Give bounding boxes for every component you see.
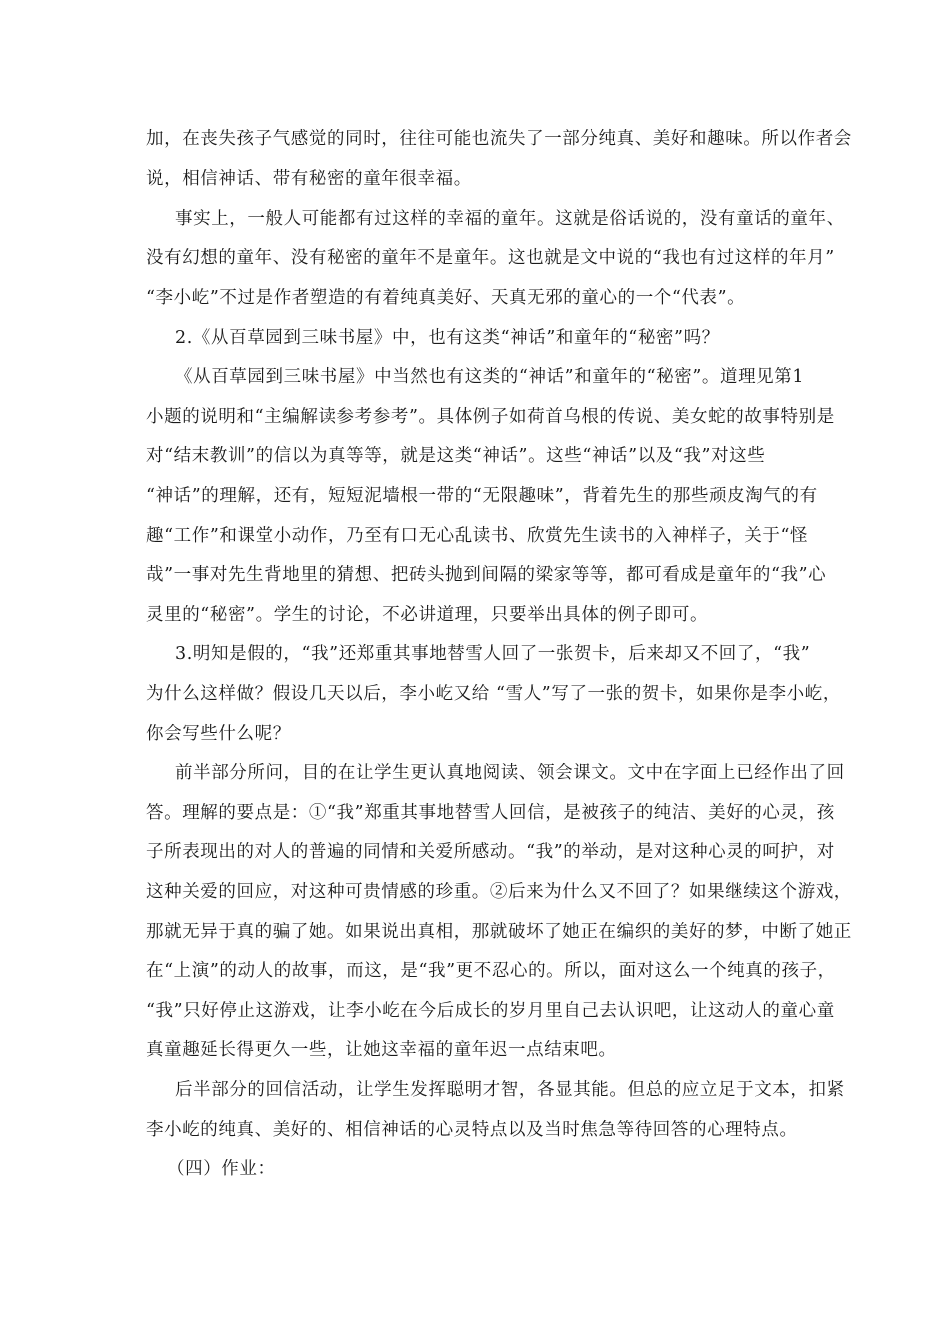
paragraph-line: 李小屹的纯真、美好的、相信神话的心灵特点以及当时焦急等待回答的心理特点。	[146, 1120, 798, 1140]
paragraph-line: 你会写些什么呢？	[146, 724, 291, 744]
paragraph-line: 加，在丧失孩子气感觉的同时，往往可能也流失了一部分纯真、美好和趣味。所以作者会	[146, 129, 852, 149]
paragraph-line: 灵里的“秘密”。学生的讨论，不必讲道理，只要举出具体的例子即可。	[146, 605, 709, 625]
paragraph-line: 《从百草园到三味书屋》中当然也有这类的“神话”和童年的“秘密”。道理见第1	[175, 367, 805, 387]
question-heading: 2.《从百草园到三味书屋》中，也有这类“神话”和童年的“秘密”吗？	[175, 328, 720, 348]
paragraph-line: 子所表现出的对人的普遍的同情和关爱所感动。“我”的举动，是对这种心灵的呵护，对	[146, 842, 835, 862]
paragraph-line: 为什么这样做？假设几天以后，李小屹又给 “雪人”写了一张的贺卡，如果你是李小屹，	[146, 684, 841, 704]
paragraph-line: 真童趣延长得更久一些，让她这幸福的童年迟一点结束吧。	[146, 1040, 617, 1060]
paragraph-line: “神话”的理解，还有，短短泥墙根一带的“无限趣味”，背着先生的那些顽皮淘气的有	[146, 486, 818, 506]
paragraph-line: 趣“工作”和课堂小动作，乃至有口无心乱读书、欣赏先生读书的入神样子，关于“怪	[146, 526, 809, 546]
question-heading: 3.明知是假的，“我”还郑重其事地替雪人回了一张贺卡，后来却又不回了，“我”	[175, 644, 811, 664]
paragraph-line: “李小屹”不过是作者塑造的有着纯真美好、天真无邪的童心的一个“代表”。	[146, 288, 746, 308]
paragraph-line: 后半部分的回信活动，让学生发挥聪明才智，各显其能。但总的应立足于文本，扣紧	[175, 1080, 845, 1100]
paragraph-line: 答。理解的要点是：①“我”郑重其事地替雪人回信，是被孩子的纯洁、美好的心灵，孩	[146, 803, 835, 823]
paragraph-line: 哉”一事对先生背地里的猜想、把砖头抛到间隔的梁家等等，都可看成是童年的“我”心	[146, 565, 827, 585]
paragraph-line: 说，相信神话、带有秘密的童年很幸福。	[146, 169, 472, 189]
paragraph-line: 小题的说明和“主编解读参考参考”。具体例子如荷首乌根的传说、美女蛇的故事特别是	[146, 407, 835, 427]
paragraph-line: 没有幻想的童年、没有秘密的童年不是童年。这也就是文中说的“我也有过这样的年月”	[146, 248, 835, 268]
paragraph-line: 对“结末教训”的信以为真等等，就是这类“神话”。这些“神话”以及“我”对这些	[146, 446, 766, 466]
paragraph-line: 在“上演”的动人的故事，而这，是“我”更不忍心的。所以，面对这么一个纯真的孩子，	[146, 961, 836, 981]
section-heading: （四）作业：	[167, 1159, 276, 1179]
paragraph-line: 前半部分所问，目的在让学生更认真地阅读、领会课文。文中在字面上已经作出了回	[175, 763, 845, 783]
paragraph-line: 那就无异于真的骗了她。如果说出真相，那就破坏了她正在编织的美好的梦，中断了她正	[146, 922, 852, 942]
paragraph-line: 这种关爱的回应，对这种可贵情感的珍重。②后来为什么又不回了？如果继续这个游戏，	[146, 882, 852, 902]
paragraph-line: “我”只好停止这游戏，让李小屹在今后成长的岁月里自己去认识吧，让这动人的童心童	[146, 1001, 835, 1021]
paragraph-line: 事实上，一般人可能都有过这样的幸福的童年。这就是俗话说的，没有童话的童年、	[175, 209, 845, 229]
